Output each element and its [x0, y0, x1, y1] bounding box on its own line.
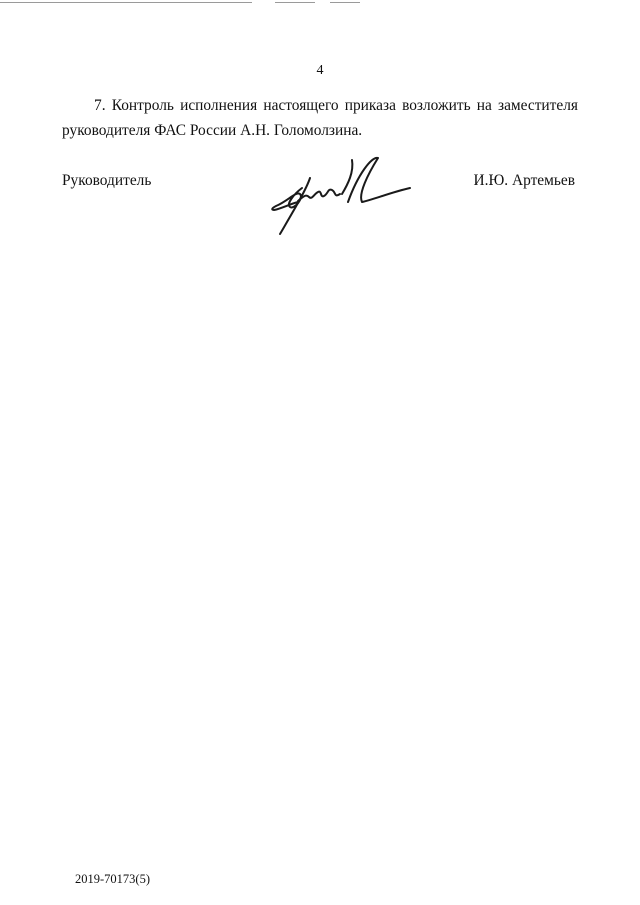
page-number: 4	[316, 63, 324, 78]
signatory-role: Руководитель	[62, 172, 152, 189]
handwritten-signature	[268, 154, 418, 238]
scan-edge-line	[0, 2, 252, 3]
document-code: 2019-70173(5)	[75, 872, 150, 886]
scan-edge-line	[330, 2, 360, 3]
order-paragraph: 7. Контроль исполнения настоящего приказа возложить на заместителя руководителя ФАС России А.Н. Голомолзина.	[62, 97, 578, 139]
signatory-name: И.Ю. Артемьев	[473, 172, 575, 189]
scan-edge-line	[275, 2, 315, 3]
